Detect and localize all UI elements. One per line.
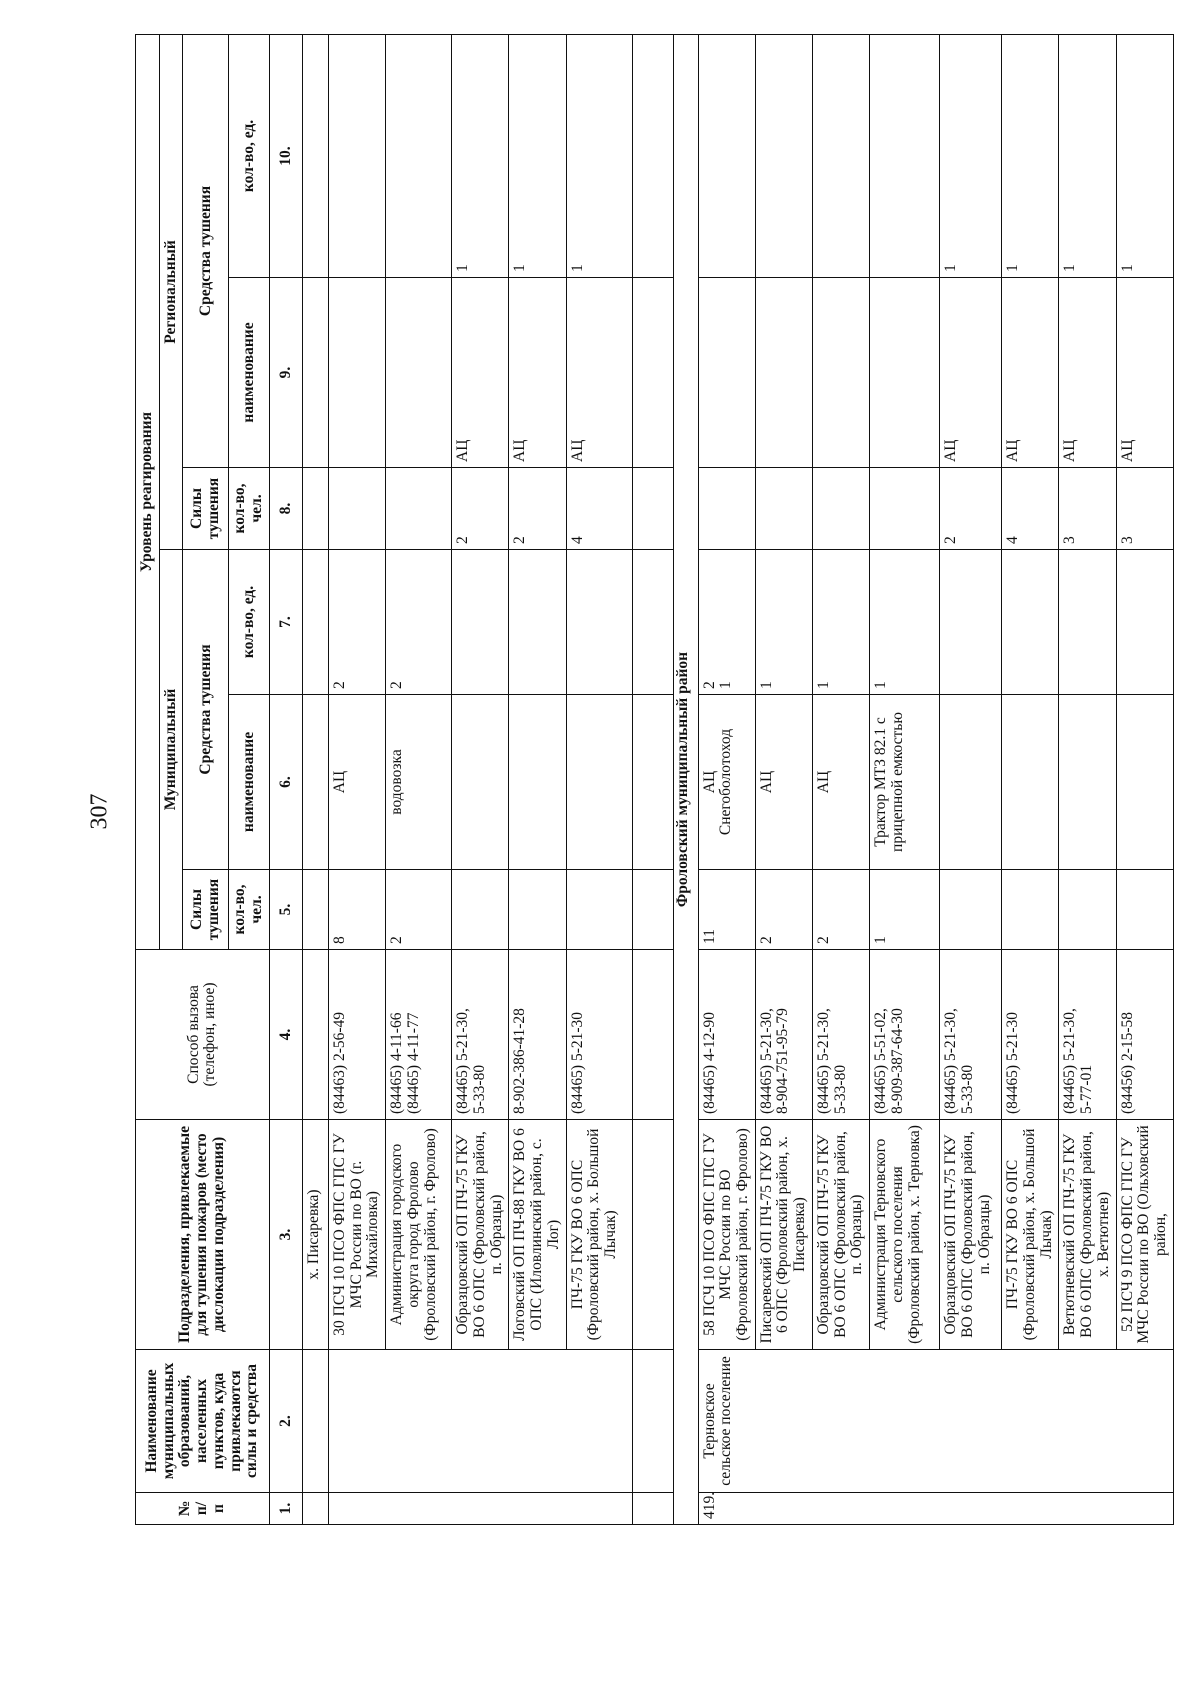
col-num-2: 2.	[269, 1350, 302, 1493]
blank-cell	[632, 950, 673, 1120]
settlement-cell	[302, 1350, 328, 1493]
unit-cell: х. Писаревка)	[302, 1120, 328, 1350]
row-number-cell: 419.	[698, 1493, 1173, 1525]
header-call-method: Способ вызова (телефон, иное)	[136, 950, 270, 1120]
header-regional-forces: Силы тушения	[183, 468, 229, 550]
header-settlement: Наименование муниципальных образований, населенных пунктов, куда привлекаются силы и средства	[136, 1350, 270, 1493]
header-m-people: кол-во, чел.	[229, 870, 269, 950]
r-name-cell: АЦ	[940, 278, 1002, 468]
phone-cell: (84465) 5-21-30, 5-33-80	[452, 950, 509, 1120]
m-people-cell: 1	[870, 870, 940, 950]
header-municipal-forces: Силы тушения	[183, 870, 229, 950]
m-units-cell: 1	[812, 550, 869, 695]
r-people-cell: 3	[1116, 468, 1173, 550]
col-num-3: 3.	[269, 1120, 302, 1350]
r-units-cell	[386, 34, 452, 277]
r-units-cell: 1	[452, 34, 509, 277]
header-regional: Региональный	[159, 34, 183, 549]
phone-cell: (84465) 5-21-30, 8-904-751-95-79	[755, 950, 812, 1120]
r-units-cell	[302, 34, 328, 277]
r-name-cell	[698, 278, 755, 468]
m-people-cell	[452, 870, 509, 950]
unit-cell: Ветютневский ОП ПЧ-75 ГКУ ВО 6 ОПС (Фроловский район, х. Ветютнев)	[1059, 1120, 1116, 1350]
r-people-cell	[812, 468, 869, 550]
r-units-cell: 1	[1059, 34, 1116, 277]
table-row	[1002, 34, 1059, 1524]
r-people-cell: 2	[452, 468, 509, 550]
phone-cell	[302, 950, 328, 1120]
unit-cell: ПЧ-75 ГКУ ВО 6 ОПС (Фроловский район, х. Большой Лычак)	[1002, 1120, 1059, 1350]
m-name-cell: АЦ Снегоболотоход	[698, 695, 755, 870]
col-num-10: 10.	[269, 34, 302, 277]
landscape-table-container	[135, 35, 1170, 1525]
r-units-cell	[698, 34, 755, 277]
phone-cell: (84465) 5-21-30	[1002, 950, 1059, 1120]
phone-cell: (84463) 2-56-49	[328, 950, 385, 1120]
phone-cell: (84465) 5-21-30, 5-77-01	[1059, 950, 1116, 1120]
r-name-cell	[302, 278, 328, 468]
m-people-cell: 2	[755, 870, 812, 950]
r-people-cell: 3	[1059, 468, 1116, 550]
blank-cell	[632, 1120, 673, 1350]
unit-cell: Писаревский ОП ПЧ-75 ГКУ ВО 6 ОПС (Фроловский район, х. Писаревка)	[755, 1120, 812, 1350]
blank-cell	[632, 1350, 673, 1493]
r-units-cell	[328, 34, 385, 277]
r-name-cell	[755, 278, 812, 468]
m-name-cell	[1059, 695, 1116, 870]
header-regional-means: Средства тушения	[183, 34, 229, 467]
table-header	[136, 34, 303, 1524]
blank-cell	[632, 870, 673, 950]
table-row	[812, 34, 869, 1524]
table-row	[698, 34, 755, 1524]
header-r-people: кол-во, чел.	[229, 468, 269, 550]
m-name-cell	[940, 695, 1002, 870]
r-people-cell	[755, 468, 812, 550]
unit-cell: Образцовский ОП ПЧ-75 ГКУ ВО 6 ОПС (Фроловский район, п. Образцы)	[940, 1120, 1002, 1350]
m-name-cell	[1002, 695, 1059, 870]
table-row	[302, 34, 328, 1524]
m-name-cell	[509, 695, 566, 870]
m-people-cell: 2	[386, 870, 452, 950]
col-num-9: 9.	[269, 278, 302, 468]
r-name-cell: АЦ	[1059, 278, 1116, 468]
header-m-name: наименование	[229, 695, 269, 870]
phone-cell: (84465) 4-12-90	[698, 950, 755, 1120]
row-number-cell	[302, 1493, 328, 1525]
table-row	[1116, 34, 1173, 1524]
m-units-cell	[302, 550, 328, 695]
blank-cell	[632, 550, 673, 695]
table-row	[328, 34, 385, 1524]
col-num-4: 4.	[269, 950, 302, 1120]
r-people-cell: 4	[1002, 468, 1059, 550]
phone-cell: (84465) 4-11-66 (84465) 4-11-77	[386, 950, 452, 1120]
m-people-cell	[1002, 870, 1059, 950]
m-units-cell	[509, 550, 566, 695]
table-row	[755, 34, 812, 1524]
r-units-cell: 1	[940, 34, 1002, 277]
m-units-cell: 2	[328, 550, 385, 695]
table-row	[452, 34, 509, 1524]
m-units-cell	[1002, 550, 1059, 695]
r-name-cell: АЦ	[1116, 278, 1173, 468]
m-name-cell	[302, 695, 328, 870]
r-units-cell	[755, 34, 812, 277]
blank-row	[632, 34, 673, 1524]
r-people-cell: 2	[509, 468, 566, 550]
m-units-cell	[452, 550, 509, 695]
r-people-cell: 2	[940, 468, 1002, 550]
col-num-6: 6.	[269, 695, 302, 870]
col-num-8: 8.	[269, 468, 302, 550]
col-num-5: 5.	[269, 870, 302, 950]
header-municipal: Муниципальный	[159, 550, 183, 950]
m-people-cell: 8	[328, 870, 385, 950]
m-people-cell	[302, 870, 328, 950]
column-number-row	[269, 34, 302, 1524]
r-people-cell: 4	[566, 468, 632, 550]
r-name-cell: АЦ	[452, 278, 509, 468]
m-name-cell: АЦ	[812, 695, 869, 870]
blank-cell	[632, 278, 673, 468]
blank-cell	[632, 1493, 673, 1525]
m-units-cell: 2 1	[698, 550, 755, 695]
m-units-cell	[1059, 550, 1116, 695]
m-units-cell	[1116, 550, 1173, 695]
row-number-cell	[328, 1493, 632, 1525]
col-num-7: 7.	[269, 550, 302, 695]
r-people-cell	[328, 468, 385, 550]
unit-cell: Образцовский ОП ПЧ-75 ГКУ ВО 6 ОПС (Фроловский район, п. Образцы)	[452, 1120, 509, 1350]
m-people-cell: 11	[698, 870, 755, 950]
r-units-cell: 1	[509, 34, 566, 277]
unit-cell: 58 ПСЧ 10 ПСО ФПС ГПС ГУ МЧС России по ВО (Фроловский район, г. Фролово)	[698, 1120, 755, 1350]
m-units-cell: 1	[755, 550, 812, 695]
r-people-cell	[302, 468, 328, 550]
unit-cell: Логовский ОП ПЧ-88 ГКУ ВО 6 ОПС (Иловлинский район, с. Лог)	[509, 1120, 566, 1350]
settlement-cell	[328, 1350, 632, 1493]
m-units-cell	[940, 550, 1002, 695]
header-number: № п/п	[136, 1493, 270, 1525]
r-name-cell: АЦ	[1002, 278, 1059, 468]
col-num-1: 1.	[269, 1493, 302, 1525]
m-people-cell	[509, 870, 566, 950]
r-people-cell	[870, 468, 940, 550]
m-units-cell	[566, 550, 632, 695]
m-people-cell: 2	[812, 870, 869, 950]
unit-cell: 52 ПСЧ 9 ПСО ФПС ГПС ГУ МЧС России по ВО (Ольховский район,	[1116, 1120, 1173, 1350]
header-r-name: наименование	[229, 278, 269, 468]
r-name-cell	[812, 278, 869, 468]
table-row	[566, 34, 632, 1524]
section-title: Фроловский муниципальный район	[673, 34, 698, 1524]
r-name-cell: АЦ	[509, 278, 566, 468]
header-m-units: кол-во, ед.	[229, 550, 269, 695]
table-body-continued	[302, 34, 673, 1524]
m-name-cell	[566, 695, 632, 870]
page-number: 307	[86, 793, 113, 830]
m-name-cell	[452, 695, 509, 870]
m-name-cell: АЦ	[328, 695, 385, 870]
r-name-cell: АЦ	[566, 278, 632, 468]
blank-cell	[632, 695, 673, 870]
settlement-cell: Терновское сельское поселение	[698, 1350, 1173, 1493]
unit-cell: Образцовский ОП ПЧ-75 ГКУ ВО 6 ОПС (Фроловский район, п. Образцы)	[812, 1120, 869, 1350]
m-units-cell: 2	[386, 550, 452, 695]
phone-cell: (84465) 5-21-30, 5-33-80	[812, 950, 869, 1120]
r-people-cell	[698, 468, 755, 550]
r-units-cell: 1	[1116, 34, 1173, 277]
header-response-level: Уровень реагирования	[136, 34, 160, 949]
m-name-cell: водовозка	[386, 695, 452, 870]
table-body-419	[698, 34, 1173, 1524]
r-name-cell	[386, 278, 452, 468]
header-r-units: кол-во, ед.	[229, 34, 269, 277]
unit-cell: Администрация Терновского сельского поселения (Фроловский район, х. Терновка)	[870, 1120, 940, 1350]
r-units-cell	[870, 34, 940, 277]
phone-cell: (84465) 5-21-30, 5-33-80	[940, 950, 1002, 1120]
r-units-cell: 1	[566, 34, 632, 277]
m-name-cell: Трактор МТЗ 82.1 с прицепной емкостью	[870, 695, 940, 870]
m-people-cell	[940, 870, 1002, 950]
unit-cell: Администрация городского округа город Фролово (Фроловский район, г. Фролово)	[386, 1120, 452, 1350]
r-units-cell	[812, 34, 869, 277]
fire-response-table	[135, 34, 1174, 1525]
r-name-cell	[870, 278, 940, 468]
table-row	[386, 34, 452, 1524]
table-row	[1059, 34, 1116, 1524]
unit-cell: ПЧ-75 ГКУ ВО 6 ОПС (Фроловский район, х. Большой Лычак)	[566, 1120, 632, 1350]
blank-cell	[632, 34, 673, 277]
m-units-cell: 1	[870, 550, 940, 695]
unit-cell: 30 ПСЧ 10 ПСО ФПС ГПС ГУ МЧС России по ВО (г. Михайловка)	[328, 1120, 385, 1350]
r-name-cell	[328, 278, 385, 468]
m-name-cell: АЦ	[755, 695, 812, 870]
header-municipal-means: Средства тушения	[183, 550, 229, 870]
m-people-cell	[566, 870, 632, 950]
m-name-cell	[1116, 695, 1173, 870]
phone-cell: (84465) 5-21-30	[566, 950, 632, 1120]
phone-cell: 8-902-386-41-28	[509, 950, 566, 1120]
table-row	[940, 34, 1002, 1524]
m-people-cell	[1116, 870, 1173, 950]
r-units-cell: 1	[1002, 34, 1059, 277]
phone-cell: (84465) 5-51-02, 8-909-387-64-30	[870, 950, 940, 1120]
table-row	[870, 34, 940, 1524]
header-units: Подразделения, привлекаемые для тушения пожаров (место дислокации подразделения)	[136, 1120, 270, 1350]
section-row-group	[673, 34, 698, 1524]
m-people-cell	[1059, 870, 1116, 950]
blank-cell	[632, 468, 673, 550]
table-rotation-frame	[135, 35, 1170, 1525]
r-people-cell	[386, 468, 452, 550]
phone-cell: (84456) 2-15-58	[1116, 950, 1173, 1120]
table-row	[509, 34, 566, 1524]
